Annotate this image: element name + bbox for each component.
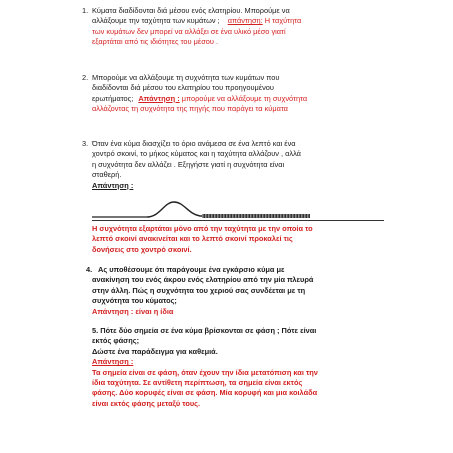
wave-pulse [147, 202, 204, 217]
q2-line2: διαδίδονται διά μέσου του ελατηρίου του προηγουμένου [92, 83, 274, 93]
question-2 [82, 73, 384, 115]
answer-label: Απάντηση : [92, 357, 134, 367]
q1-line2: αλλάξουμε την ταχύτητα των κυμάτων ; απάντηση: Η ταχύτητα [92, 16, 302, 26]
question-4 [86, 265, 384, 317]
answer-label: Απάντηση : [92, 180, 134, 190]
question-number: 2. [82, 73, 89, 82]
q2-line4: αλλάζοντας τη συχνότητα της πηγής που παράγει τα κύματα [92, 104, 288, 114]
q4-line3: στην άλλη. Πώς η συχνότητα του χεριού σας συνδέεται με τη [92, 285, 306, 295]
q4-line4: συχνότητα του κύματος; [92, 296, 177, 306]
q2-line1: Μπορούμε να αλλάξουμε τη συχνότητα των κυμάτων που [92, 73, 280, 82]
q1-line3: των κυμάτων δεν μπορεί να αλλάξει σε ένα υλικό μέσο γιατί [92, 26, 286, 36]
q1-line4: εξαρτάται από τις ιδιότητες του μέσου . [92, 37, 219, 47]
q3-line3: η συχνότητα δεν αλλάζει . Εξηγήστε γιατί η συχνότητα είναι [92, 159, 285, 169]
q5-line3: Δώστε ένα παράδειγμα για καθεμιά. [92, 346, 218, 356]
illustration-baseline [92, 220, 384, 221]
q3-answer: Η συχνότητα εξαρτάται μόνο από την ταχύτητα με την οποία το λεπτό σκοινί ανακινείται και το λεπτό σκοινί προκαλεί τις δονήσεις στο χοντρό σκοινί. [92, 224, 313, 254]
q3-line1: Όταν ένα κύμα διασχίζει το όριο ανάμεσα σε ένα λεπτό και ένα [92, 139, 296, 148]
question-3 [82, 139, 384, 191]
q2-line3: ερωτήματος; Απάντηση : μπορούμε να αλλάξουμε τη συχνότητα [92, 93, 308, 103]
q3-line2: χοντρό σκοινί, το μήκος κύματος και η ταχύτητα αλλάζουν , αλλά [92, 149, 301, 159]
q5-line1: Πότε δύο σημεία σε ένα κύμα βρίσκονται σε φάση ; Πότε είναι [100, 326, 317, 335]
q5-line2: εκτός φάσης; [92, 336, 140, 346]
q4-line1: Ας υποθέσουμε ότι παράγουμε ένα εγκάρσιο κύμα με [98, 265, 285, 274]
question-number: 4. [86, 265, 93, 274]
q1-line1: Κύματα διαδίδονται διά μέσου ενός ελατηρίου. Μπορούμε να [92, 6, 290, 15]
question-5: 5. Πότε δύο σημεία σε ένα κύμα βρίσκονται σε φάση ; Πότε είναι εκτός φάσης; Δώστε ένα παράδειγμα για καθεμιά. Απάντηση : Τα σημεία είναι σε φάση, όταν έχουν την ίδια μετατόπιση και την ίδια ταχύτητα. Σε αντίθετη περίπτωση, τα σημεία είναι εκτός φάσης. Δύο κορυφές είναι σε φάση. Μία κορυφή και μια κοιλάδα είναι εκτός φάσης μεταξύ τους. [92, 326, 384, 409]
q4-line2: ανακίνηση του ενός άκρου ενός ελατηρίου από την μία πλευρά [92, 275, 314, 285]
answer-label: απάντηση: [227, 16, 263, 26]
q3-line4: σταθερή. [92, 170, 122, 180]
question-1 [82, 6, 384, 48]
rope-illustration [92, 196, 382, 222]
question-number: 3. [82, 139, 89, 148]
answer-label: Απάντηση : [138, 93, 180, 103]
question-number: 1. [82, 6, 89, 15]
question-number: 5. [92, 326, 99, 335]
q4-answer: Απάντηση : είναι η ίδια [92, 306, 174, 316]
